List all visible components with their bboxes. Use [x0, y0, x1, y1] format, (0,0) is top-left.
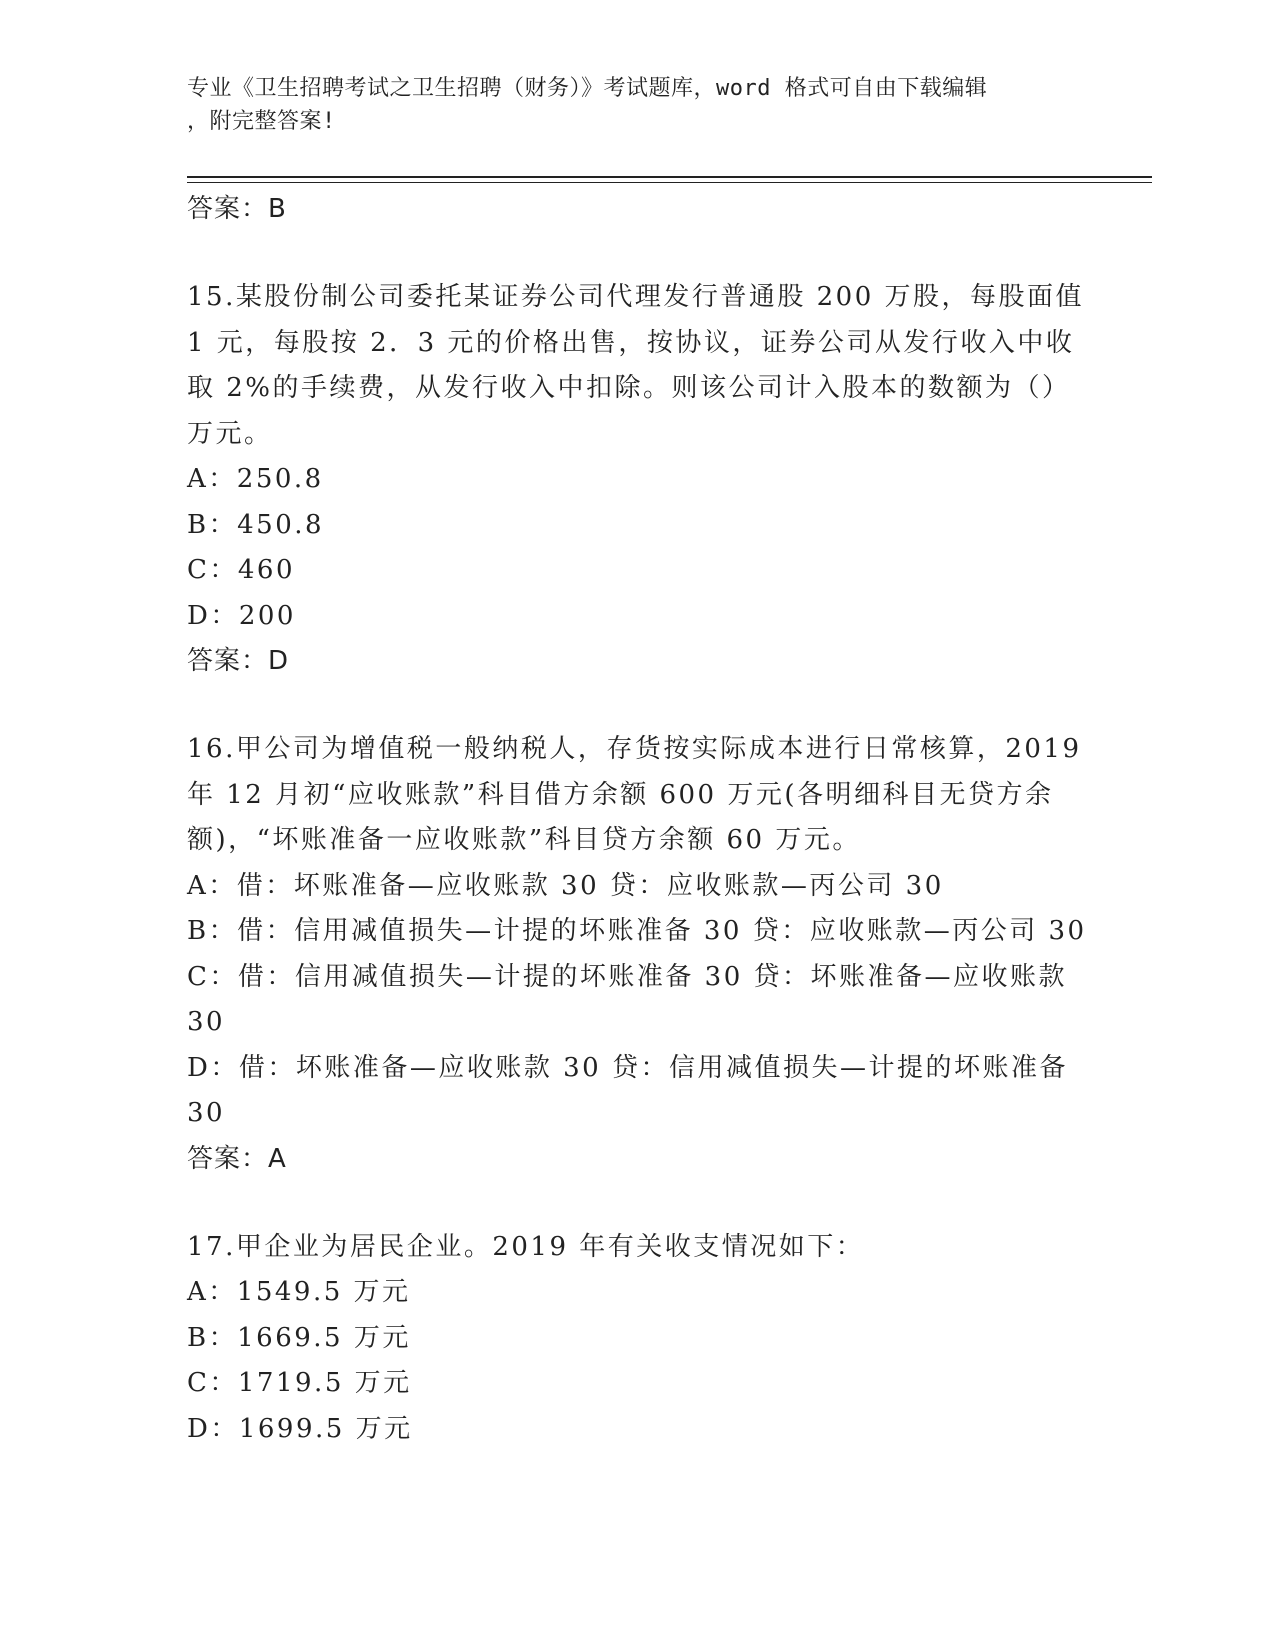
answer-14: 答案：B	[187, 194, 287, 224]
question-15-option-d: D：200	[187, 600, 296, 631]
spacer	[187, 683, 1087, 727]
question-17-option-d: D：1699.5 万元	[187, 1413, 413, 1444]
question-17	[187, 1225, 1087, 1453]
header-rule-thick	[187, 176, 1152, 178]
header-line-2: ，附完整答案!	[187, 109, 336, 134]
question-16-text: 16.甲公司为增值税一般纳税人，存货按实际成本进行日常核算，2019 年 12 月初“应收账款”科目借方余额 600 万元(各明细科目无贷方余额)，“坏账准备一应收账款”科目贷方余额 60 万元。	[187, 734, 1082, 855]
question-17-option-c: C：1719.5 万元	[187, 1368, 412, 1398]
question-15	[187, 275, 1087, 683]
spacer	[187, 231, 1087, 275]
question-17-text: 17.甲企业为居民企业。2019 年有关收支情况如下：	[187, 1231, 865, 1262]
question-15-text: 15.某股份制公司委托某证券公司代理发行普通股 200 万股，每股面值 1 元，每股按 2．3 元的价格出售，按协议，证券公司从发行收入中收取 2%的手续费，从发行收入中扣除。则该公司计入股本的数额为（）万元。	[187, 282, 1085, 449]
question-15-option-c: C：460	[187, 555, 296, 585]
page-header	[187, 72, 1067, 138]
header-rule-thin	[187, 182, 1152, 183]
answer-16: 答案：A	[187, 1143, 287, 1174]
question-16	[187, 727, 1087, 1181]
question-16-option-d: D：借：坏账准备—应收账款 30 贷：信用减值损失—计提的坏账准备 30	[187, 1052, 1068, 1128]
question-17-option-a: A：1549.5 万元	[187, 1277, 411, 1307]
header-line-1: 专业《卫生招聘考试之卫生招聘（财务）》考试题库，word 格式可自由下载编辑	[187, 76, 988, 101]
question-16-option-b: B：借：信用减值损失—计提的坏账准备 30 贷：应收账款—丙公司 30	[187, 916, 1087, 946]
document-body	[187, 187, 1087, 1452]
answer-15: 答案：D	[187, 646, 290, 676]
question-16-option-c: C：借：信用减值损失—计提的坏账准备 30 贷：坏账准备—应收账款 30	[187, 961, 1068, 1037]
spacer	[187, 1181, 1087, 1225]
question-15-option-a: A：250.8	[187, 464, 324, 494]
question-17-option-b: B：1669.5 万元	[187, 1322, 411, 1353]
question-16-option-a: A：借：坏账准备—应收账款 30 贷：应收账款—丙公司 30	[187, 870, 944, 901]
question-15-option-b: B：450.8	[187, 509, 325, 540]
